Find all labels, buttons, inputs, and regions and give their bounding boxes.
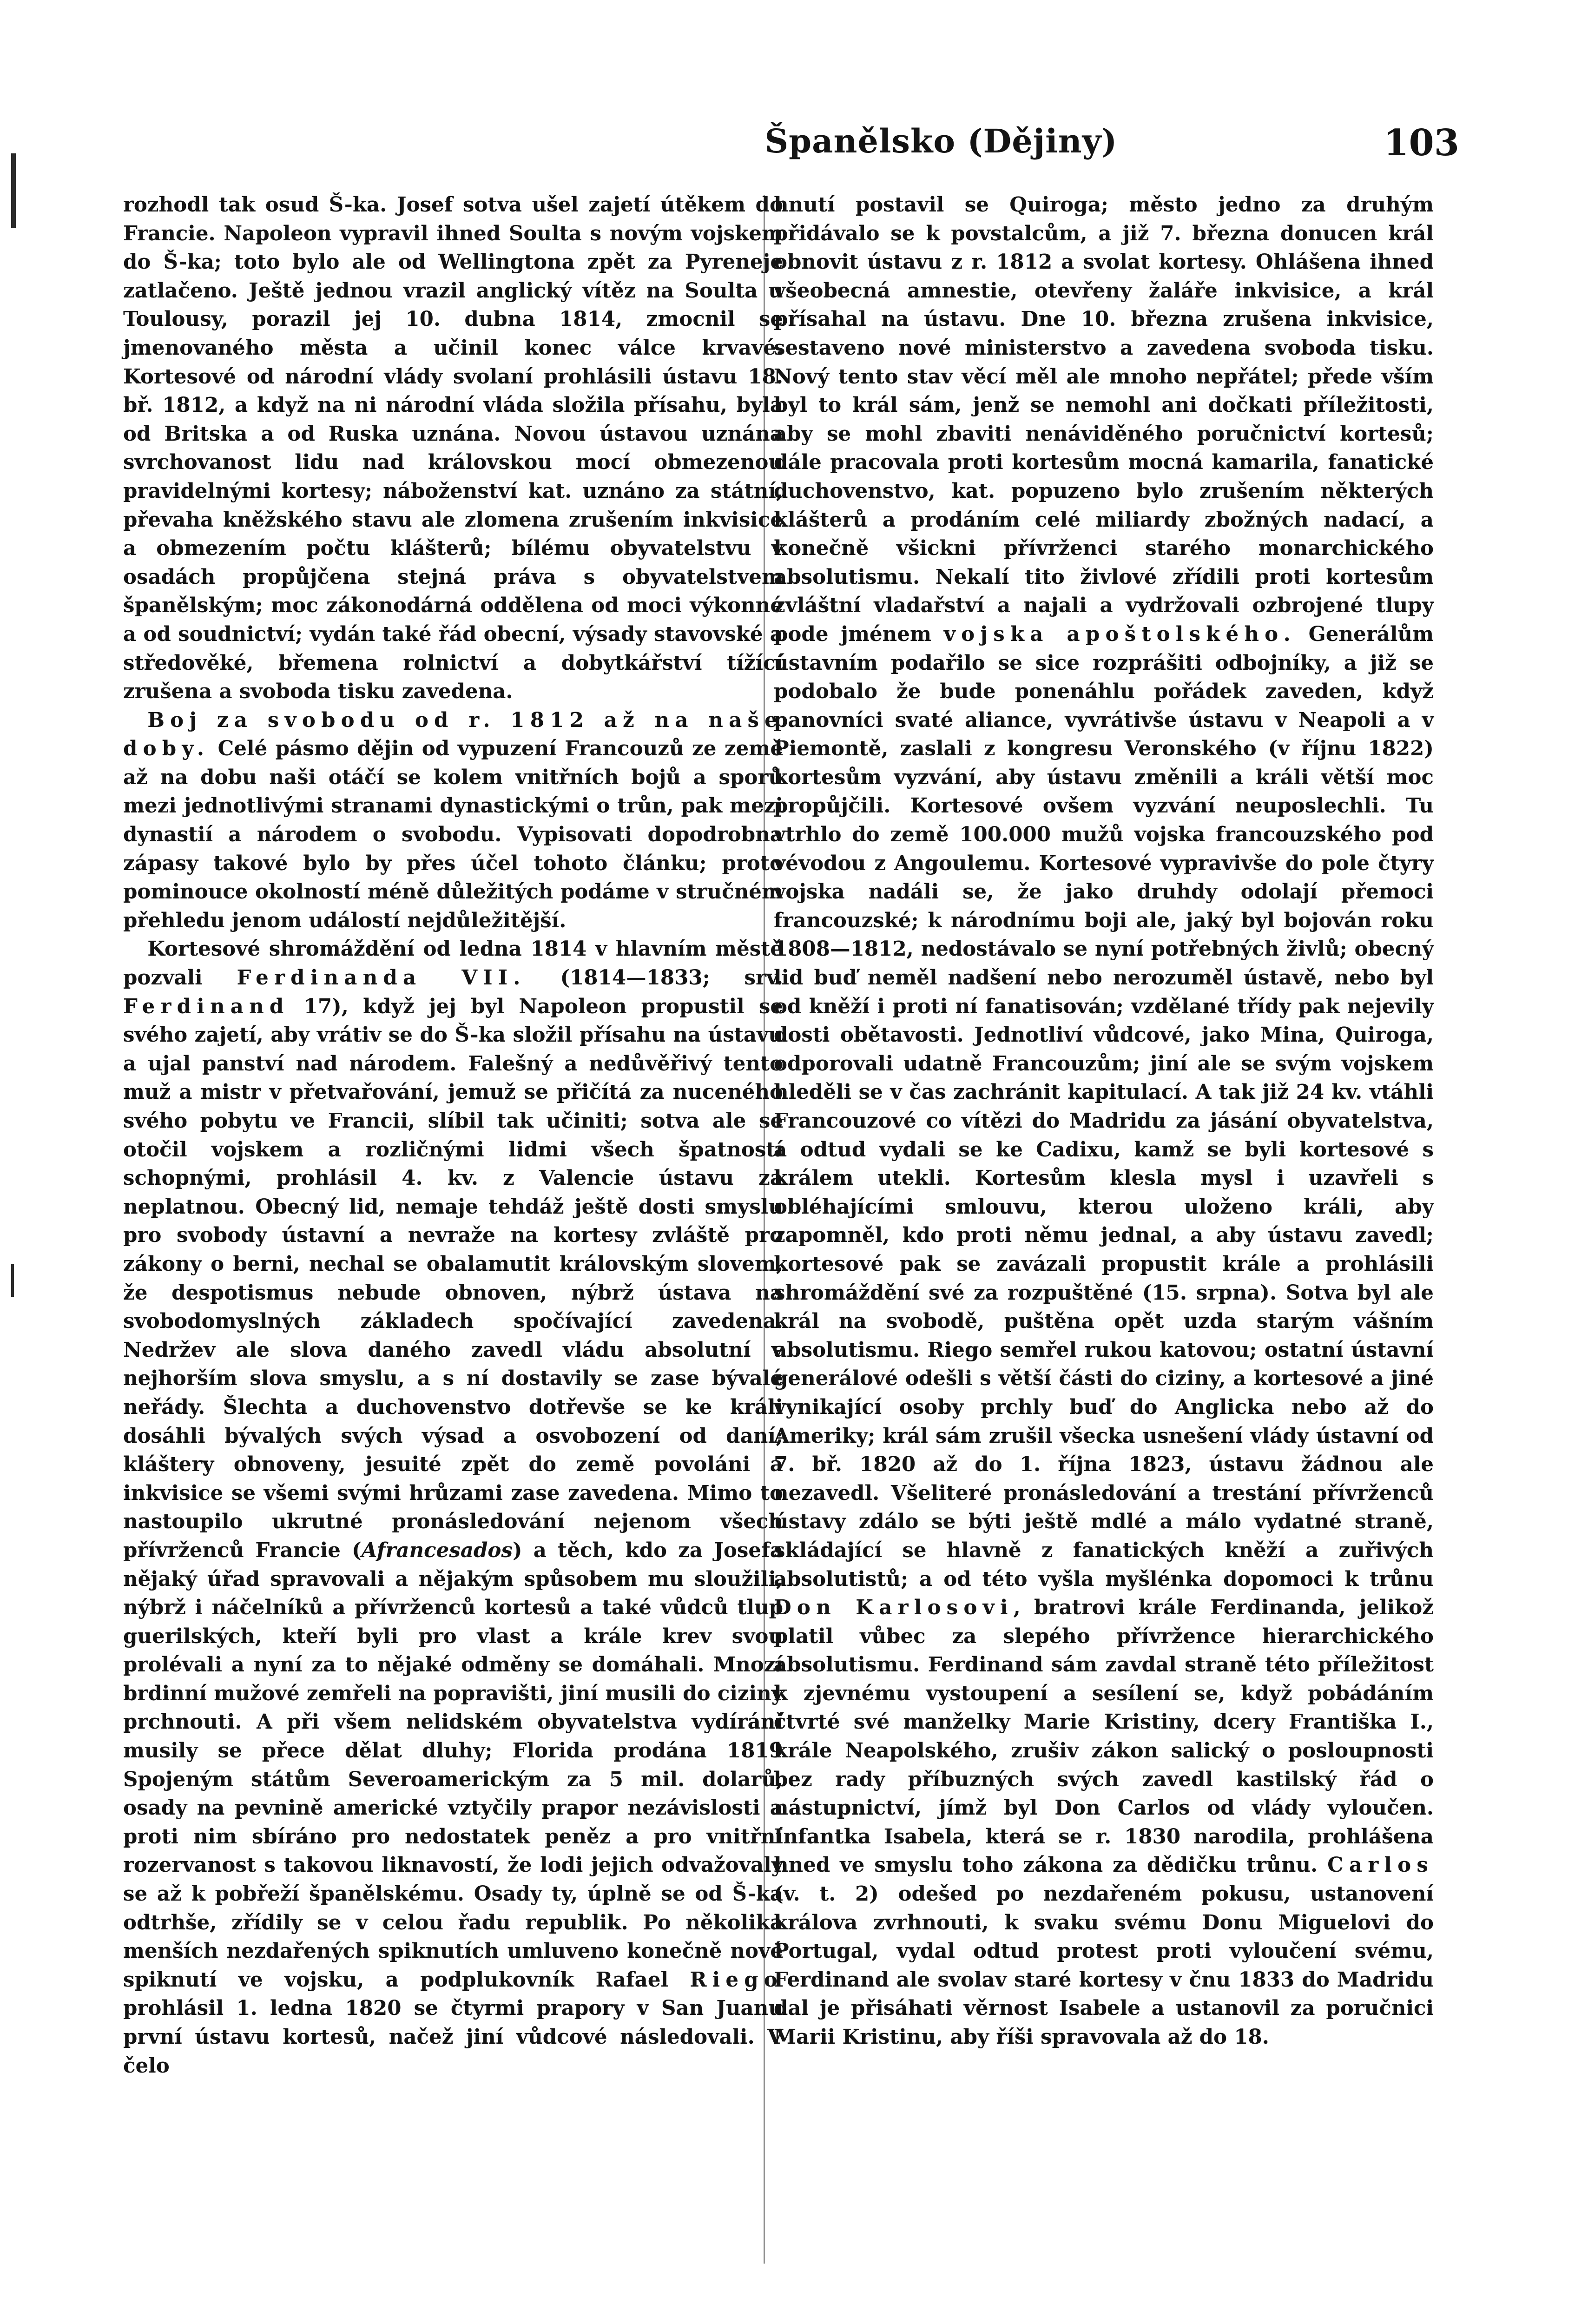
margin-mark	[11, 1264, 14, 1297]
page-header-title: Španělsko (Dějiny)	[764, 122, 1118, 160]
paragraph-text: rozhodl tak osud Š-ka. Josef sotva ušel zajetí útěkem do Francie. Napoleon vypravil ihned Soulta s novým vojskem do Š-ka; toto bylo ale od Wellingtona zpět za Pyreneje zatlačeno. Ještě jednou vrazil anglický vítěz na Soulta u Toulousy, porazil jej 10. dubna 1814, zmocnil se jmenovaného města a učinil konec válce krvavé. Kortesové od národní vlády svolaní prohlásili ústavu 18. bř. 1812, a když na ni národní vláda složila přísahu, byla od Britska a od Ruska uznána. Novou ústavou uznána svrchovanost lidu nad královskou mocí obmezenou pravidelnými kortesy; náboženství kat. uznáno za státní, převaha kněžského stavu ale zlomena zrušením inkvisice a obmezením počtu klášterů; bílému obyvatelstvu v osadách propůjčena stejná práva s obyvatelstvem španělským; moc zákonodárná oddělena od moci výkonné a od soudnictví; vydán také řád obecní, výsady stavovské a středověké, břemena rolnictví a dobytkářství tížící zrušena a svoboda tisku zavedena.	[123, 193, 783, 704]
paragraph-text: 17), když jej byl Napoleon propustil se svého zajetí, aby vrátiv se do Š-ka složil přísahu na ústavu a ujal panství nad národem. Falešný a nedůvěřivý tento muž a mistr v přetvařování, jemuž se přičítá za nuceného svého pobytu ve Francii, slíbil tak učiniti; sotva ale se otočil vojskem a rozličnými lidmi všech špatností schopnými, prohlásil 4. kv. z Valencie ústavu za neplatnou. Obecný lid, nemaje tehdáž ještě dosti smyslu pro svobody ústavní a nevraže na kortesy zvláště pro zákony o berni, nechal se obalamutit královským slovem, že despotismus nebude obnoven, nýbrž ústava na svobodomyslných základech spočívající zavedena. Nedržev ale slova daného zavedl vládu absolutní v nejhorším slova smyslu, a s ní dostavily se zase bývalé neřády. Šlechta a duchovenstvo dotřevše se ke králi dosáhli bývalých svých výsad a osvobození od daní; kláštery obnoveny, jesuité zpět do země povoláni a inkvisice se všemi svými hrůzami zase zavedena. Mimo to nastoupilo ukrutné pronásledování nejenom všech přívrženců Francie (	[123, 994, 783, 1562]
paragraph-text: hnutí postavil se Quiroga; město jedno za druhým přidávalo se k povstalcům, a již 7. března donucen král obnovit ústavu z r. 1812 a svolat kortesy. Ohlášena ihned všeobecná amnestie, otevřeny žaláře inkvisice, a král přísahal na ústavu. Dne 10. března zrušena inkvisice, sestaveno nové ministerstvo a zavedena svoboda tisku. Nový tento stav věcí měl ale mnoho nepřátel; přede vším byl to král sám, jenž se nemohl ani dočkati příležitosti, aby se mohl zbaviti nenáviděného poručnictví kortesů; dále pracovala proti kortesům mocná kamarila, fanatické duchovenstvo, kat. popuzeno bylo zrušením některých klášterů a prodáním celé miliardy zbožných nadací, a konečně všickni přívrženci starého monarchického absolutismu. Nekalí tito živlové zřídili proti kortesům zvláštní vladařství a najali a vydržovali ozbrojené tlupy pode jménem	[774, 193, 1434, 646]
section-heading: Boj za svobodu od r. 1812 až na naše doby.	[123, 708, 783, 761]
paragraph-text: Generálům ústavním podařilo se sice rozprášiti odbojníky, a již se podobalo že bude ponenáhlu pořádek zaveden, když panovníci svaté aliance, vyvrátivše ústavu v Neapoli a v Piemontě, zaslali z kongresu Veronského (v říjnu 1822) kortesům vyzvání, aby ústavu změnili a králi větší moc propůjčili. Kortesové ovšem vyzvání neuposlechli. Tu vtrhlo do země 100.000 mužů vojska francouzského pod vévodou z Angoulemu. Kortesové vypravivše do pole čtyry vojska nadáli se, že jako druhdy odolají přemoci francouzské; k národnímu boji ale, jaký byl bojován roku 1808—1812, nedostávalo se nyní potřebných živlů; obecný lid buď neměl nadšení nebo nerozuměl ústavě, nebo byl od kněží i proti ní fanatisován; vzdělané třídy pak nejevily dosti obětavosti. Jednotliví vůdcové, jako Mina, Quiroga, odporovali udatně Francouzům; jiní ale se svým vojskem hleděli se v čas zachránit kapitulací. A tak již 24 kv. vtáhli Francouzové co vítězi do Madridu za jásání obyvatelstva, a odtud vydali se ke Cadixu, kamž se byli kortesové s králem utekli. Kortesům klesla mysl i uzavřeli s obléhajícími smlouvu, kterou uloženo králi, aby zapomněl, kdo proti němu jednal, a aby ústavu zavedl; kortesové pak se zavázali propustit krále a prohlásili shromáždění své za rozpuštěné (15. srpna). Sotva byl ale král na svobodě, puštěna opět uzda starým vášním absolutismu. Riego semřel rukou katovou; ostatní ústavní generálové odešli s větší části do ciziny, a kortesové a jiné vynikající osoby prchly buď do Anglicka nebo až do Ameriky; král sám zrušil všecka usnešení vlády ústavní od 7. bř. 1820 až do 1. října 1823, ústavu žádnou ale nezavedl. Všeliteré pronásledování a trestání přívrženců ústavy zdálo se býti ještě mdlé a málo vydatné straně, skládající se hlavně z fanatických kněží a zuřivých absolutistů; a od této vyšla myšlénka dopomoci k trůnu	[774, 622, 1434, 1591]
paragraph-text: Celé pásmo dějin od vypuzení Francouzů ze země až na dobu naši otáčí se kolem vnitřních bojů a sporů mezi jednotlivými stranami dynastickými o trůn, pak mezi dynastií a národem o svobodu. Vypisovati dopodrobna zápasy takové bylo by přes účel tohoto článku; proto pominouce okolností méně důležitých podáme v stručném přehledu jenom událostí nejdůležitější.	[123, 737, 783, 932]
paragraph	[123, 706, 783, 935]
paragraph-text: Kortesové shromáždění od ledna 1814 v hlavním městě pozvali	[123, 937, 783, 990]
left-column	[123, 191, 783, 2080]
italic-term: Afrancesados	[361, 1538, 513, 1562]
paragraph-text: prohlásil 1. ledna 1820 se čtyrmi prapory v San Juanu první ústavu kortesů, načež jiní vůdcové následovali. V čelo	[123, 1996, 783, 2078]
paragraph	[123, 935, 783, 2080]
paragraph-text: (v. t. 2) odešed po nezdařeném pokusu, ustanovení králova zvrhnouti, k svaku svému Donu Miguelovi do Portugal, vydal odtud protest proti vyloučení svému, Ferdinand ale svolav staré kortesy v čnu 1833 do Madridu dal je přisáhati věrnost Isabele a ustanovil za poručnici Marii Kristinu, aby říši spravovala až do 18.	[774, 1882, 1434, 2049]
person-name: Ferdinand	[123, 994, 290, 1018]
page-number: 103	[1384, 122, 1459, 164]
emphasized-term: vojska apoštolského.	[943, 622, 1296, 646]
paragraph-text: ) a těch, kdo za Josefa nějaký úřad spravovali a nějakým spůsobem mu sloužili, nýbrž i náčelníků a přívrženců kortesů a také vůdců tlup guerilských, kteří byli pro vlast a krále krev svou prolévali a nyní za to nějaké odměny se domáhali. Mnozí brdinní mužové zemřeli na popravišti, jiní musili do ciziny prchnouti. A při všem nelidském obyvatelstva vydírání musily se přece dělat dluhy; Florida prodána 1819 Spojeným státům Severoamerickým za 5 mil. dolarů, osady na pevnině americké vztyčily prapor nezávislosti a proti nim sbíráno pro nedostatek peněz a pro vnitřní rozervanost s takovou liknavostí, že lodi jejich odvažovaly se až k pobřeží španělskému. Osady ty, úplně se od Š-ka odtrhše, zřídily se v celou řadu republik. Po několika menších nezdařených spiknutích umluveno konečně nové spiknutí ve vojsku, a podplukovník Rafael	[123, 1538, 783, 1992]
margin-mark	[11, 153, 16, 228]
person-name: Don Karlosovi	[774, 1596, 1014, 1620]
right-column	[774, 191, 1434, 2052]
paragraph-text: , bratrovi krále Ferdinanda, jelikož platil vůbec za slepého přívržence hierarchického absolutismu. Ferdinand sám zavdal straně této příležitost k zjevnému vystoupení a sesílení se, když pobádáním čtvrté své manželky Marie Kristiny, dcery Františka I., krále Neapolského, zrušiv zákon salický o posloupnosti bez rady příbuzných svých zavedl kastilský řád o nástupnictví, jímž byl Don Carlos od vlády vyloučen. Infantka Isabela, která se r. 1830 narodila, prohlášena hned ve smyslu toho zákona za dědičku trůnu.	[774, 1596, 1434, 1877]
person-name: Carlos	[1327, 1853, 1434, 1877]
person-name: Ferdinanda VII.	[237, 966, 526, 990]
person-name: Riego	[690, 1967, 783, 1992]
paragraph	[123, 191, 783, 706]
paragraph-text: (1814—1833; srv.	[526, 966, 783, 990]
paragraph	[774, 191, 1434, 2052]
